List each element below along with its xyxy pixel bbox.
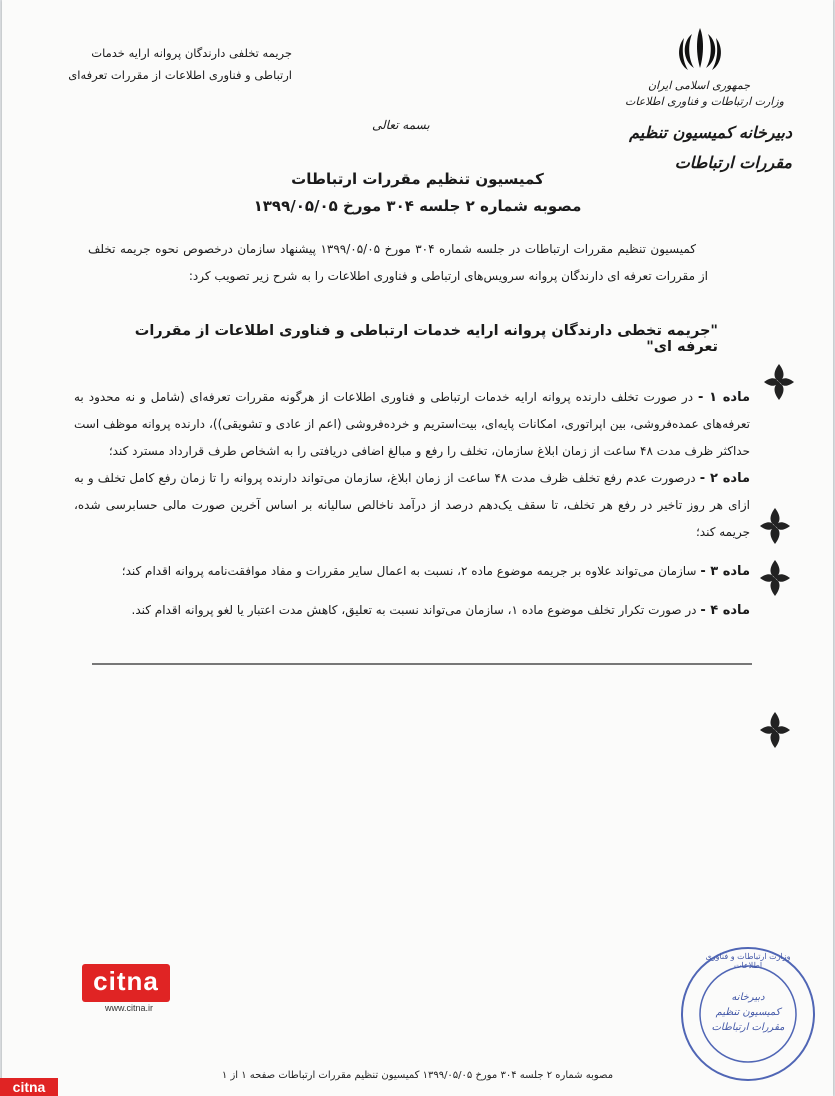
citna-logo-text: citna: [93, 966, 159, 996]
letterhead-line-1: جمهوری اسلامی ایران: [647, 79, 750, 92]
stamp-text: [678, 990, 818, 1035]
letterhead-line-3: دبیرخانه کمیسیون تنظیم مقررات ارتباطات: [629, 123, 792, 172]
regulation-heading: "جریمه تخطی دارندگان پروانه ارایه خدمات ارتباطی و فناوری اطلاعات از مقررات تعرفه ای": [134, 323, 718, 355]
ornament-icon: [758, 506, 792, 546]
article-2-label: ماده ۲ -: [699, 471, 750, 486]
stamp-center-line-1: دبیرخانه: [731, 992, 765, 1003]
corner-logo-text: citna: [12, 1079, 46, 1095]
article-1: [74, 384, 750, 465]
stamp-center-line-2: کمیسیون تنظیم: [715, 1007, 781, 1018]
article-1-text: در صورت تخلف دارنده پروانه ارایه خدمات ارتباطی و فناوری اطلاعات از هرگونه مقررات تعرفه‌ای (شامل و نه محدود به تعرفه‌های عمده‌فروشی، بین اپراتوری، امکانات پایه‌ای، بیت‌استریم و خرده‌فروشی (اعم از عادی و تشویقی))، دارنده پروانه موظف است حداکثر ظرف مدت ۴۸ ساعت از زمان ابلاغ سازمان، تخلف را رفع و مبالغ اضافی دریافتی را به اشخاص طرف قرارداد مسترد کند؛: [74, 390, 750, 458]
intro-paragraph: کمیسیون تنظیم مقررات ارتباطات در جلسه شماره ۳۰۴ مورخ ۱۳۹۹/۰۵/۰۵ پیشنهاد سازمان درخصوص نحوه جریمه تخلف از مقررات تعرفه ای دارندگان پروانه سرویس‌های ارتباطی و فناوری اطلاعات را به شرح زیر تصویب کرد:: [88, 242, 708, 283]
ornament-icon: [762, 362, 796, 402]
page-footer: مصوبه شماره ۲ جلسه ۳۰۴ مورخ ۱۳۹۹/۰۵/۰۵ کمیسیون تنظیم مقررات ارتباطات صفحه ۱ از ۱: [221, 1070, 614, 1081]
document-subject: [62, 42, 292, 86]
document-page: [2, 0, 833, 1096]
article-4-text: در صورت تکرار تخلف موضوع ماده ۱، سازمان می‌تواند نسبت به تعلیق، کاهش مدت اعتبار یا لغو پروانه اقدام کند.: [131, 603, 697, 617]
article-4-label: ماده ۴ -: [700, 603, 750, 618]
article-3: [74, 558, 750, 585]
stamp-outer-text: وزارت ارتباطات و فناوری اطلاعات: [705, 952, 791, 970]
ministry-letterhead: [602, 78, 792, 178]
document-subtitle: مصوبه شماره ۲ جلسه ۳۰۴ مورخ ۱۳۹۹/۰۵/۰۵: [253, 197, 582, 215]
article-1-label: ماده ۱ -: [698, 390, 750, 405]
article-3-label: ماده ۳ -: [700, 564, 750, 579]
iran-emblem-icon: [674, 24, 726, 76]
citna-logo: [82, 964, 170, 1002]
besmeh: بسمه تعالی: [372, 118, 430, 132]
stamp-center-line-3: مقررات ارتباطات: [711, 1022, 785, 1033]
article-4: [74, 597, 750, 624]
article-2-text: درصورت عدم رفع تخلف ظرف مدت ۴۸ ساعت از زمان ابلاغ، سازمان می‌تواند دارنده پروانه را تا زمان رفع کامل تخلف و به ازای هر روز تاخیر در رفع هر تخلف، تا سقف یک‌دهم درصد از درآمد ناخالص سالیانه بر اساس آخرین صورت مالی حسابرسی شده، جریمه کند؛: [74, 471, 750, 539]
articles-list: [74, 372, 750, 624]
ornament-icon: [758, 710, 792, 750]
subject-line-2: ارتباطی و فناوری اطلاعات از مقررات تعرفه‌ای: [68, 68, 292, 82]
article-3-text: سازمان می‌تواند علاوه بر جریمه موضوع ماده ۲، نسبت به اعمال سایر مقررات و مفاد موافقت‌نامه پروانه اقدام کند؛: [121, 564, 697, 578]
ornament-icon: [758, 558, 792, 598]
article-2: [74, 465, 750, 546]
citna-url: www.citna.ir: [104, 1003, 153, 1013]
document-title: کمیسیون تنظیم مقررات ارتباطات: [291, 170, 544, 188]
corner-citna-logo: [0, 1078, 58, 1096]
letterhead-line-2: وزارت ارتباطات و فناوری اطلاعات: [624, 95, 784, 108]
section-divider: [92, 663, 752, 665]
subject-line-1: جریمه تخلفی دارندگان پروانه ارایه خدمات: [91, 46, 292, 60]
